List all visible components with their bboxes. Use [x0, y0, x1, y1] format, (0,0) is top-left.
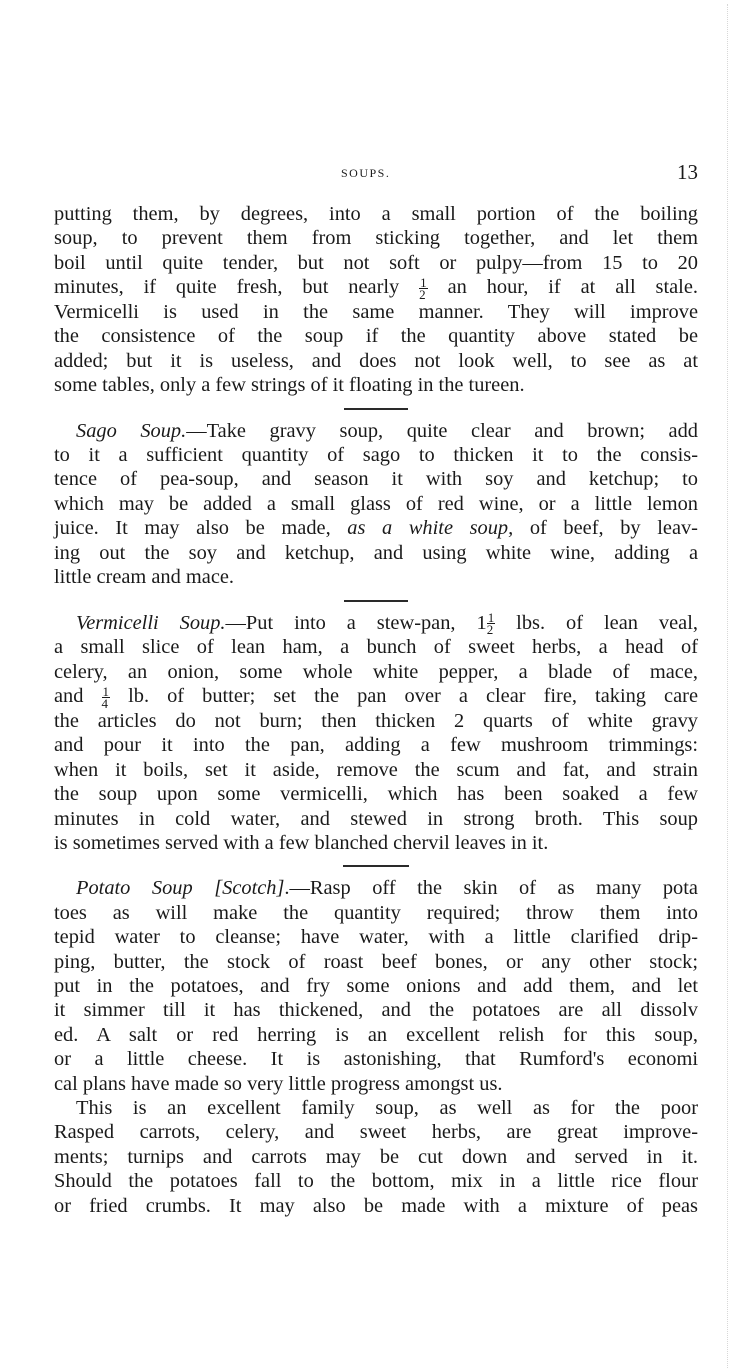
text-line: boil until quite tender, but not soft or pulpy—from 15 to 20	[54, 251, 698, 274]
fraction-quarter: $\frac{1}{4}$	[101, 683, 110, 711]
page-number: 13	[677, 160, 698, 184]
text-line: minutes in cold water, and stewed in strong broth. This soup	[54, 807, 698, 830]
text-fragment: lb. of butter; set the pan over a clear fire, taking care	[128, 685, 698, 708]
page-header	[56, 160, 698, 188]
recipe-title: Sago Soup.	[76, 419, 187, 442]
scan-edge-dots	[725, 4, 728, 1368]
paragraph-potato-notes	[54, 1096, 698, 1218]
text-line: and pour it into the pan, adding a few mushroom trimmings:	[54, 734, 698, 757]
text-line: tepid water to cleanse; have water, with a little clarified drip-	[54, 926, 698, 949]
text-line: is sometimes served with a few blanched chervil leaves in it.	[54, 831, 549, 854]
text-fragment: an hour, if at all stale.	[447, 276, 698, 299]
running-head: SOUPS.	[341, 166, 391, 180]
text-fragment: lbs. of lean veal,	[516, 611, 698, 634]
recipe-title: Potato Soup	[76, 877, 193, 900]
section-divider	[344, 600, 408, 602]
text-line: ments; turnips and carrots may be cut down and served in it.	[54, 1145, 698, 1168]
text-line: ing out the soy and ketchup, and using white wine, adding a	[54, 541, 698, 564]
text-line: when it boils, set it aside, remove the scum and fat, and strain	[54, 758, 698, 781]
text-line: Should the potatoes fall to the bottom, mix in a little rice flour	[54, 1170, 698, 1193]
text-line: a small slice of lean ham, a bunch of sweet herbs, a head of	[54, 636, 698, 659]
text-line: tence of pea-soup, and season it with soy and ketchup; to	[54, 468, 698, 491]
text-line: to it a sufficient quantity of sago to thicken it to the consis-	[54, 444, 698, 467]
text-fragment: of beef, by leav-	[529, 517, 698, 540]
text-line: or fried crumbs. It may also be made with a mixture of peas	[54, 1194, 698, 1217]
text-line	[54, 684, 698, 709]
emphasis: as a white soup,	[347, 517, 514, 540]
recipe-sago-soup	[54, 419, 698, 590]
text-fragment: .—Rasp off the skin of as many pota	[284, 877, 698, 900]
section-divider	[343, 865, 409, 867]
text-line: the articles do not burn; then thicken 2 quarts of white gravy	[54, 709, 698, 732]
text-fragment: and	[54, 685, 84, 708]
text-line: put in the potatoes, and fry some onions and add them, and let	[54, 975, 698, 997]
text-line: soup, to prevent them from sticking together, and let them	[54, 227, 698, 250]
fraction-half: $\frac{1}{2}$	[486, 610, 495, 638]
text-line: which may be added a small glass of red wine, or a little lemon	[54, 492, 698, 515]
text-line: it simmer till it has thickened, and the potatoes are all dissolv	[54, 999, 698, 1022]
recipe-subtitle: [Scotch]	[214, 877, 285, 900]
body-text	[54, 202, 698, 1218]
text-line: This is an excellent family soup, as well as for the poor	[76, 1097, 698, 1120]
text-line	[54, 275, 698, 303]
text-line	[54, 876, 698, 900]
text-line: ed. A salt or red herring is an excellent relish for this soup,	[54, 1023, 698, 1046]
paragraph-continuation	[54, 202, 698, 398]
text-line: cal plans have made so very little progress amongst us.	[54, 1072, 503, 1095]
section-divider	[344, 408, 408, 410]
text-line: celery, an onion, some whole white pepper, a blade of mace,	[54, 660, 698, 683]
recipe-title: Vermicelli Soup.	[76, 611, 226, 634]
text-line: Rasped carrots, celery, and sweet herbs, are great improve-	[54, 1121, 698, 1144]
text-line: the soup upon some vermicelli, which has been soaked a few	[54, 783, 698, 806]
text-line: the consistence of the soup if the quantity above stated be	[54, 325, 698, 348]
text-line: little cream and mace.	[54, 566, 235, 589]
recipe-vermicelli-soup	[54, 611, 698, 856]
text-fragment: minutes, if quite fresh, but nearly	[54, 276, 400, 299]
text-line: or a little cheese. It is astonishing, that Rumford's economi	[54, 1048, 698, 1071]
text-line: ping, butter, the stock of roast beef bones, or any other stock;	[54, 950, 698, 973]
text-line: some tables, only a few strings of it floating in the tureen.	[54, 374, 525, 397]
text-line: toes as will make the quantity required; throw them into	[54, 901, 698, 924]
text-fragment: juice. It may also be made,	[54, 517, 331, 540]
text-line: Vermicelli is used in the same manner. They will improve	[54, 301, 698, 324]
text-line	[54, 611, 698, 636]
text-line: added; but it is useless, and does not look well, to see as at	[54, 349, 698, 372]
text-fragment: —Put into a stew-pan, 1	[225, 611, 487, 634]
text-fragment: —Take gravy soup, quite clear and brown; add	[186, 419, 698, 442]
fraction-half: $\frac{1}{2}$	[419, 275, 427, 303]
text-line: putting them, by degrees, into a small portion of the boiling	[54, 203, 698, 225]
text-line	[54, 516, 698, 540]
text-line	[54, 419, 698, 443]
recipe-potato-soup	[54, 876, 698, 1096]
